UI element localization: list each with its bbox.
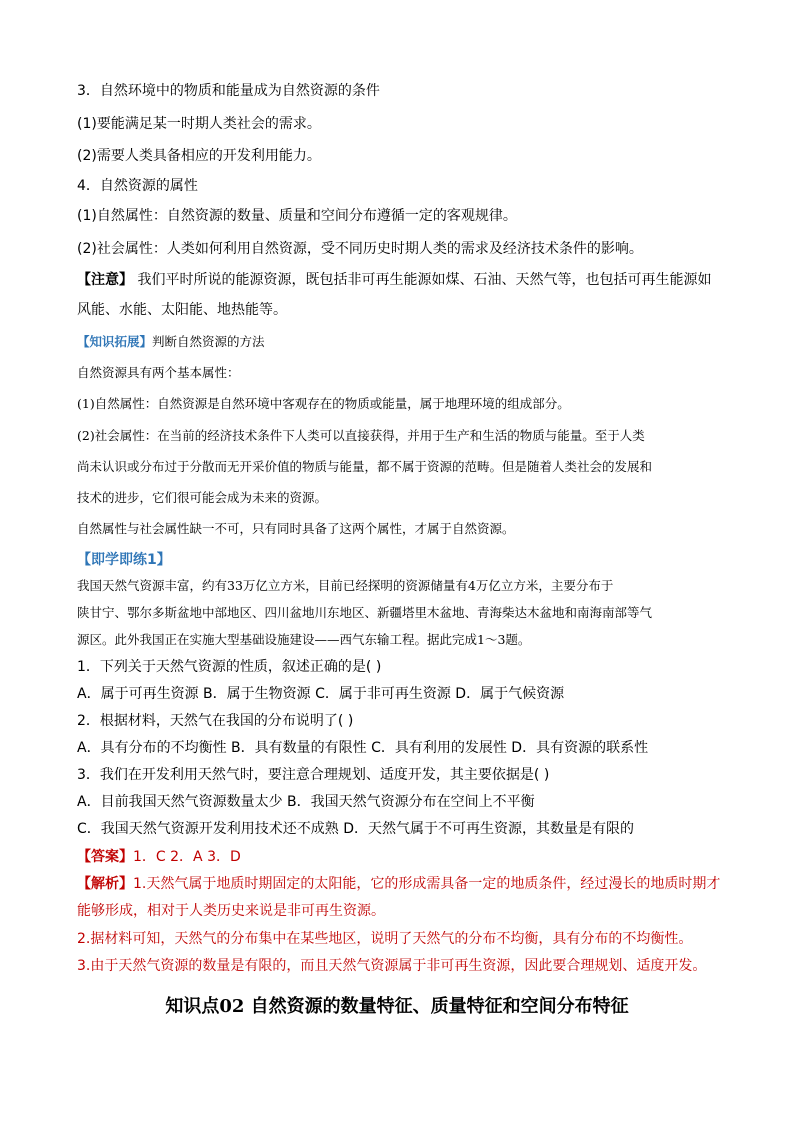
practice-label: 【即学即练1】 — [77, 552, 171, 568]
condition-2: (2)需要人类具备相应的开发利用能力。 — [77, 148, 321, 164]
material-line-2: 陕甘宁、鄂尔多斯盆地中部地区、四川盆地川东地区、新疆塔里木盆地、青海柴达木盆地和南海南部等气 — [77, 605, 653, 620]
extension-title: 判断自然资源的方法 — [152, 334, 265, 349]
extension-line-2: (1)自然属性：自然资源是自然环境中客观存在的物质或能量，属于地理环境的组成部分。 — [77, 396, 570, 411]
note-line-1 — [77, 270, 711, 290]
question-3-options-ab: A．目前我国天然气资源数量太少 B．我国天然气资源分布在空间上不平衡 — [77, 794, 535, 810]
section-heading: 知识点02 自然资源的数量特征、质量特征和空间分布特征 — [165, 996, 629, 1017]
section-3-title: 3．自然环境中的物质和能量成为自然资源的条件 — [77, 83, 380, 99]
note-line-2: 风能、水能、太阳能、地热能等。 — [77, 302, 287, 318]
section-4-title: 4．自然资源的属性 — [77, 178, 198, 194]
extension-line-3: (2)社会属性：在当前的经济技术条件下人类可以直接获得，并用于生产和生活的物质与能量。至于人类 — [77, 428, 645, 443]
question-1: 1．下列关于天然气资源的性质，叙述正确的是( ) — [77, 659, 382, 675]
analysis-line-4: 3.由于天然气资源的数量是有限的，而且天然气资源属于非可再生资源，因此要合理规划、适度开发。 — [77, 958, 707, 974]
answer-line — [77, 847, 241, 867]
question-2: 2．根据材料，天然气在我国的分布说明了( ) — [77, 713, 354, 729]
extension-label: 【知识拓展】 — [77, 334, 153, 349]
question-1-options: A．属于可再生资源 B．属于生物资源 C．属于非可再生资源 D．属于气候资源 — [77, 686, 565, 702]
note-label: 【注意】 — [77, 272, 133, 288]
extension-line-6: 自然属性与社会属性缺一不可，只有同时具备了这两个属性，才属于自然资源。 — [77, 521, 515, 536]
attribute-social: (2)社会属性：人类如何利用自然资源，受不同历史时期人类的需求及经济技术条件的影响。 — [77, 241, 643, 257]
analysis-line-3: 2.据材料可知，天然气的分布集中在某些地区，说明了天然气的分布不均衡，具有分布的不均衡性。 — [77, 931, 693, 947]
material-line-3: 源区。此外我国正在实施大型基础设施建设——西气东输工程。据此完成1～3题。 — [77, 632, 531, 647]
answer-label: 【答案】 — [77, 849, 133, 865]
extension-line-4: 尚未认识或分布过于分散而无开采价值的物质与能量，都不属于资源的范畴。但是随着人类社会的发展和 — [77, 459, 653, 474]
attribute-natural: (1)自然属性：自然资源的数量、质量和空间分布遵循一定的客观规律。 — [77, 208, 517, 224]
question-3-options-cd: C．我国天然气资源开发利用技术还不成熟 D．天然气属于不可再生资源，其数量是有限的 — [77, 821, 635, 837]
extension-line-1: 自然资源具有两个基本属性： — [77, 365, 240, 380]
question-3: 3．我们在开发利用天然气时，要注意合理规划、适度开发，其主要依据是( ) — [77, 767, 550, 783]
condition-1: (1)要能满足某一时期人类社会的需求。 — [77, 116, 321, 132]
analysis-label: 【解析】 — [77, 876, 133, 892]
analysis-text-1: 1.天然气属于地质时期固定的太阳能，它的形成需具备一定的地质条件，经过漫长的地质时期才 — [133, 876, 721, 892]
analysis-line-2: 能够形成，相对于人类历史来说是非可再生资源。 — [77, 903, 385, 919]
question-2-options: A．具有分布的不均衡性 B．具有数量的有限性 C．具有利用的发展性 D．具有资源的联系性 — [77, 740, 649, 756]
answer-text: 1．C 2．A 3．D — [133, 849, 241, 865]
material-line-1: 我国天然气资源丰富，约有33万亿立方米，目前已经探明的资源储量有4万亿立方米，主要分布于 — [77, 578, 614, 593]
extension-line-5: 技术的进步，它们很可能会成为未来的资源。 — [77, 490, 328, 505]
note-text-1: 我们平时所说的能源资源，既包括非可再生能源如煤、石油、天然气等，也包括可再生能源如 — [133, 272, 712, 288]
extension-heading — [77, 332, 265, 352]
analysis-line-1 — [77, 874, 720, 894]
